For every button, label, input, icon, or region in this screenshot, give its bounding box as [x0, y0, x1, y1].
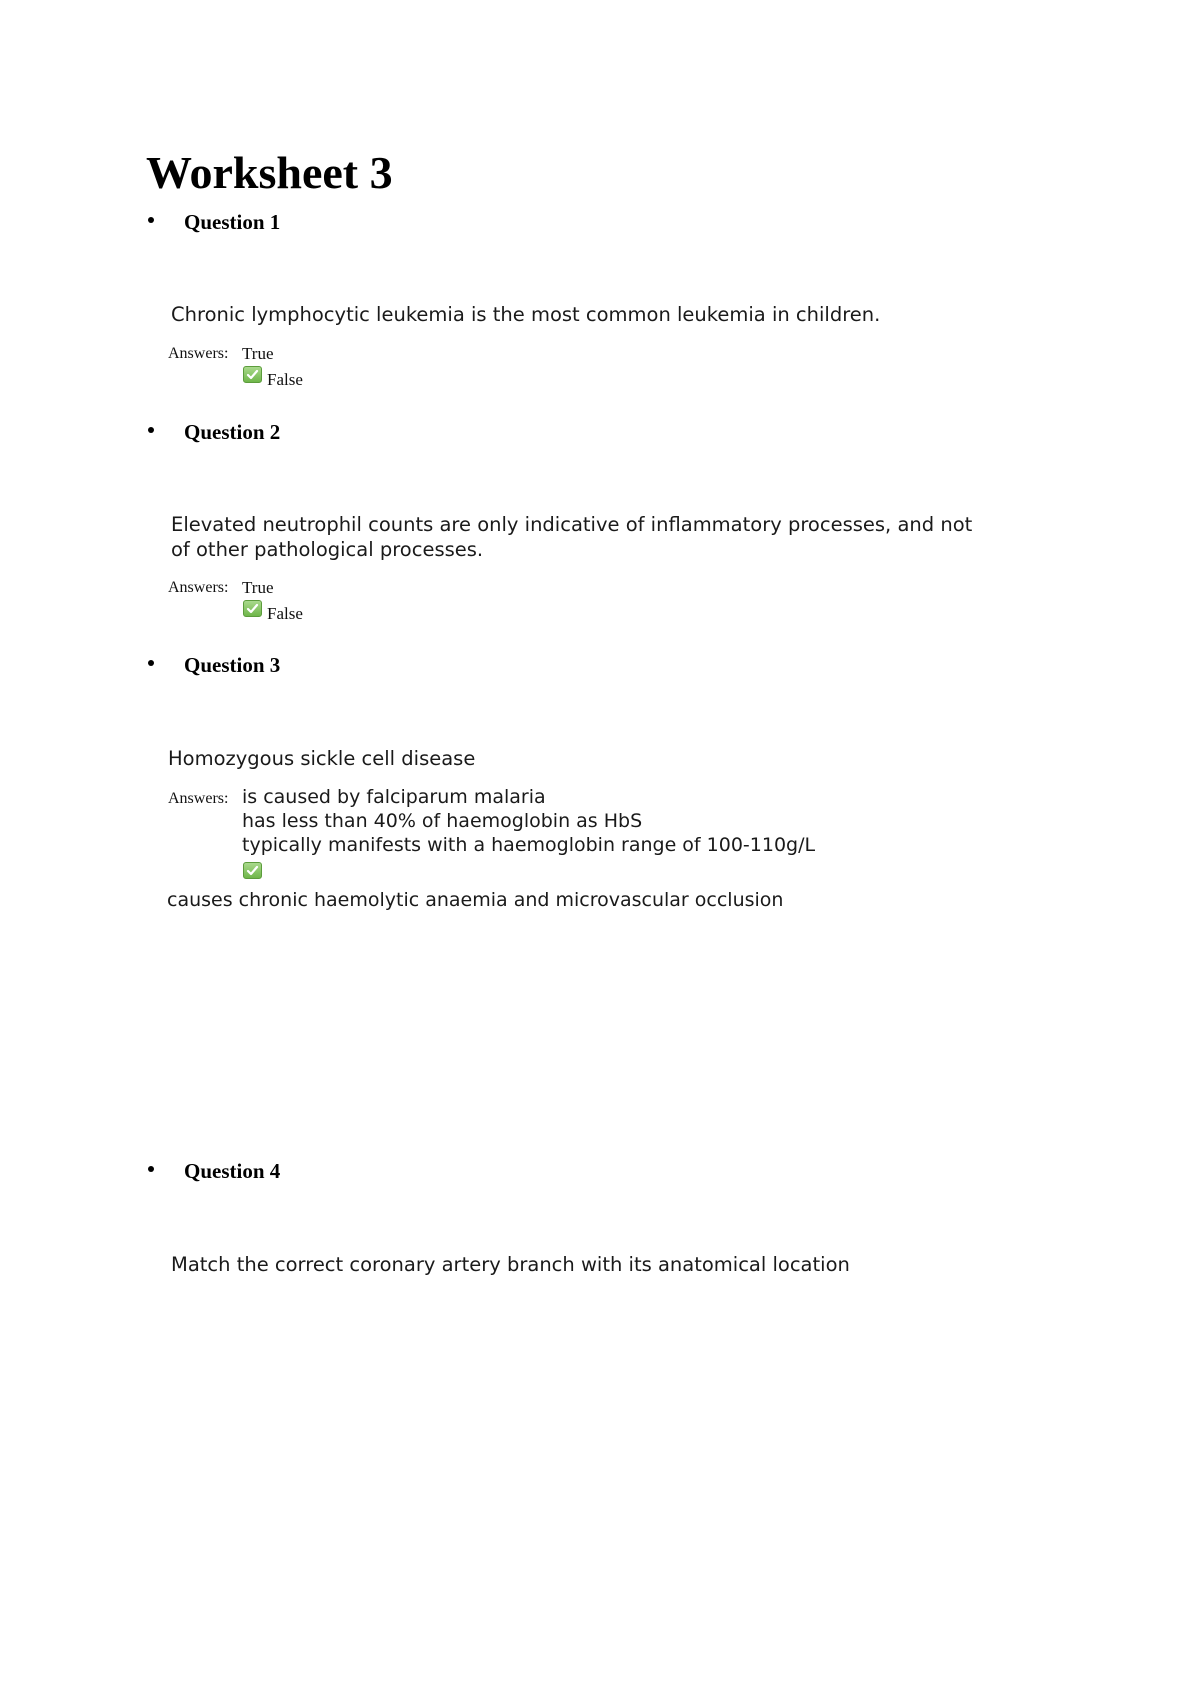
correct-check-icon [243, 862, 262, 879]
question-3-heading: Question 3 [184, 653, 281, 677]
bullet [148, 427, 154, 433]
answers-label: Answers: [168, 579, 229, 596]
question-3-option-2: has less than 40% of haemoglobin as HbS [242, 810, 643, 832]
question-2-heading: Question 2 [184, 420, 281, 444]
question-1-option-true: True [242, 344, 274, 363]
bullet [148, 660, 154, 666]
question-2-text-line-1: Elevated neutrophil counts are only indicative of inflammatory processes, and not [171, 513, 973, 536]
question-3-option-4: causes chronic haemolytic anaemia and microvascular occlusion [167, 889, 784, 911]
correct-check-icon [243, 600, 262, 617]
bullet [148, 1166, 154, 1172]
correct-check-icon [243, 366, 262, 383]
question-2-text-line-2: of other pathological processes. [171, 538, 484, 561]
bullet [148, 217, 154, 223]
question-2-option-false: False [267, 604, 303, 623]
answers-label: Answers: [168, 790, 229, 807]
page-title: Worksheet 3 [146, 147, 393, 198]
question-4-text: Match the correct coronary artery branch with its anatomical location [171, 1253, 850, 1276]
question-3-option-3: typically manifests with a haemoglobin range of 100-110g/L [242, 834, 816, 856]
question-1-text: Chronic lymphocytic leukemia is the most common leukemia in children. [171, 303, 881, 326]
answers-label: Answers: [168, 345, 229, 362]
question-1-heading: Question 1 [184, 210, 281, 234]
question-1-option-false: False [267, 370, 303, 389]
question-2-option-true: True [242, 578, 274, 597]
question-4-heading: Question 4 [184, 1159, 281, 1183]
question-3-option-1: is caused by falciparum malaria [242, 786, 546, 808]
question-3-text: Homozygous sickle cell disease [168, 747, 476, 770]
